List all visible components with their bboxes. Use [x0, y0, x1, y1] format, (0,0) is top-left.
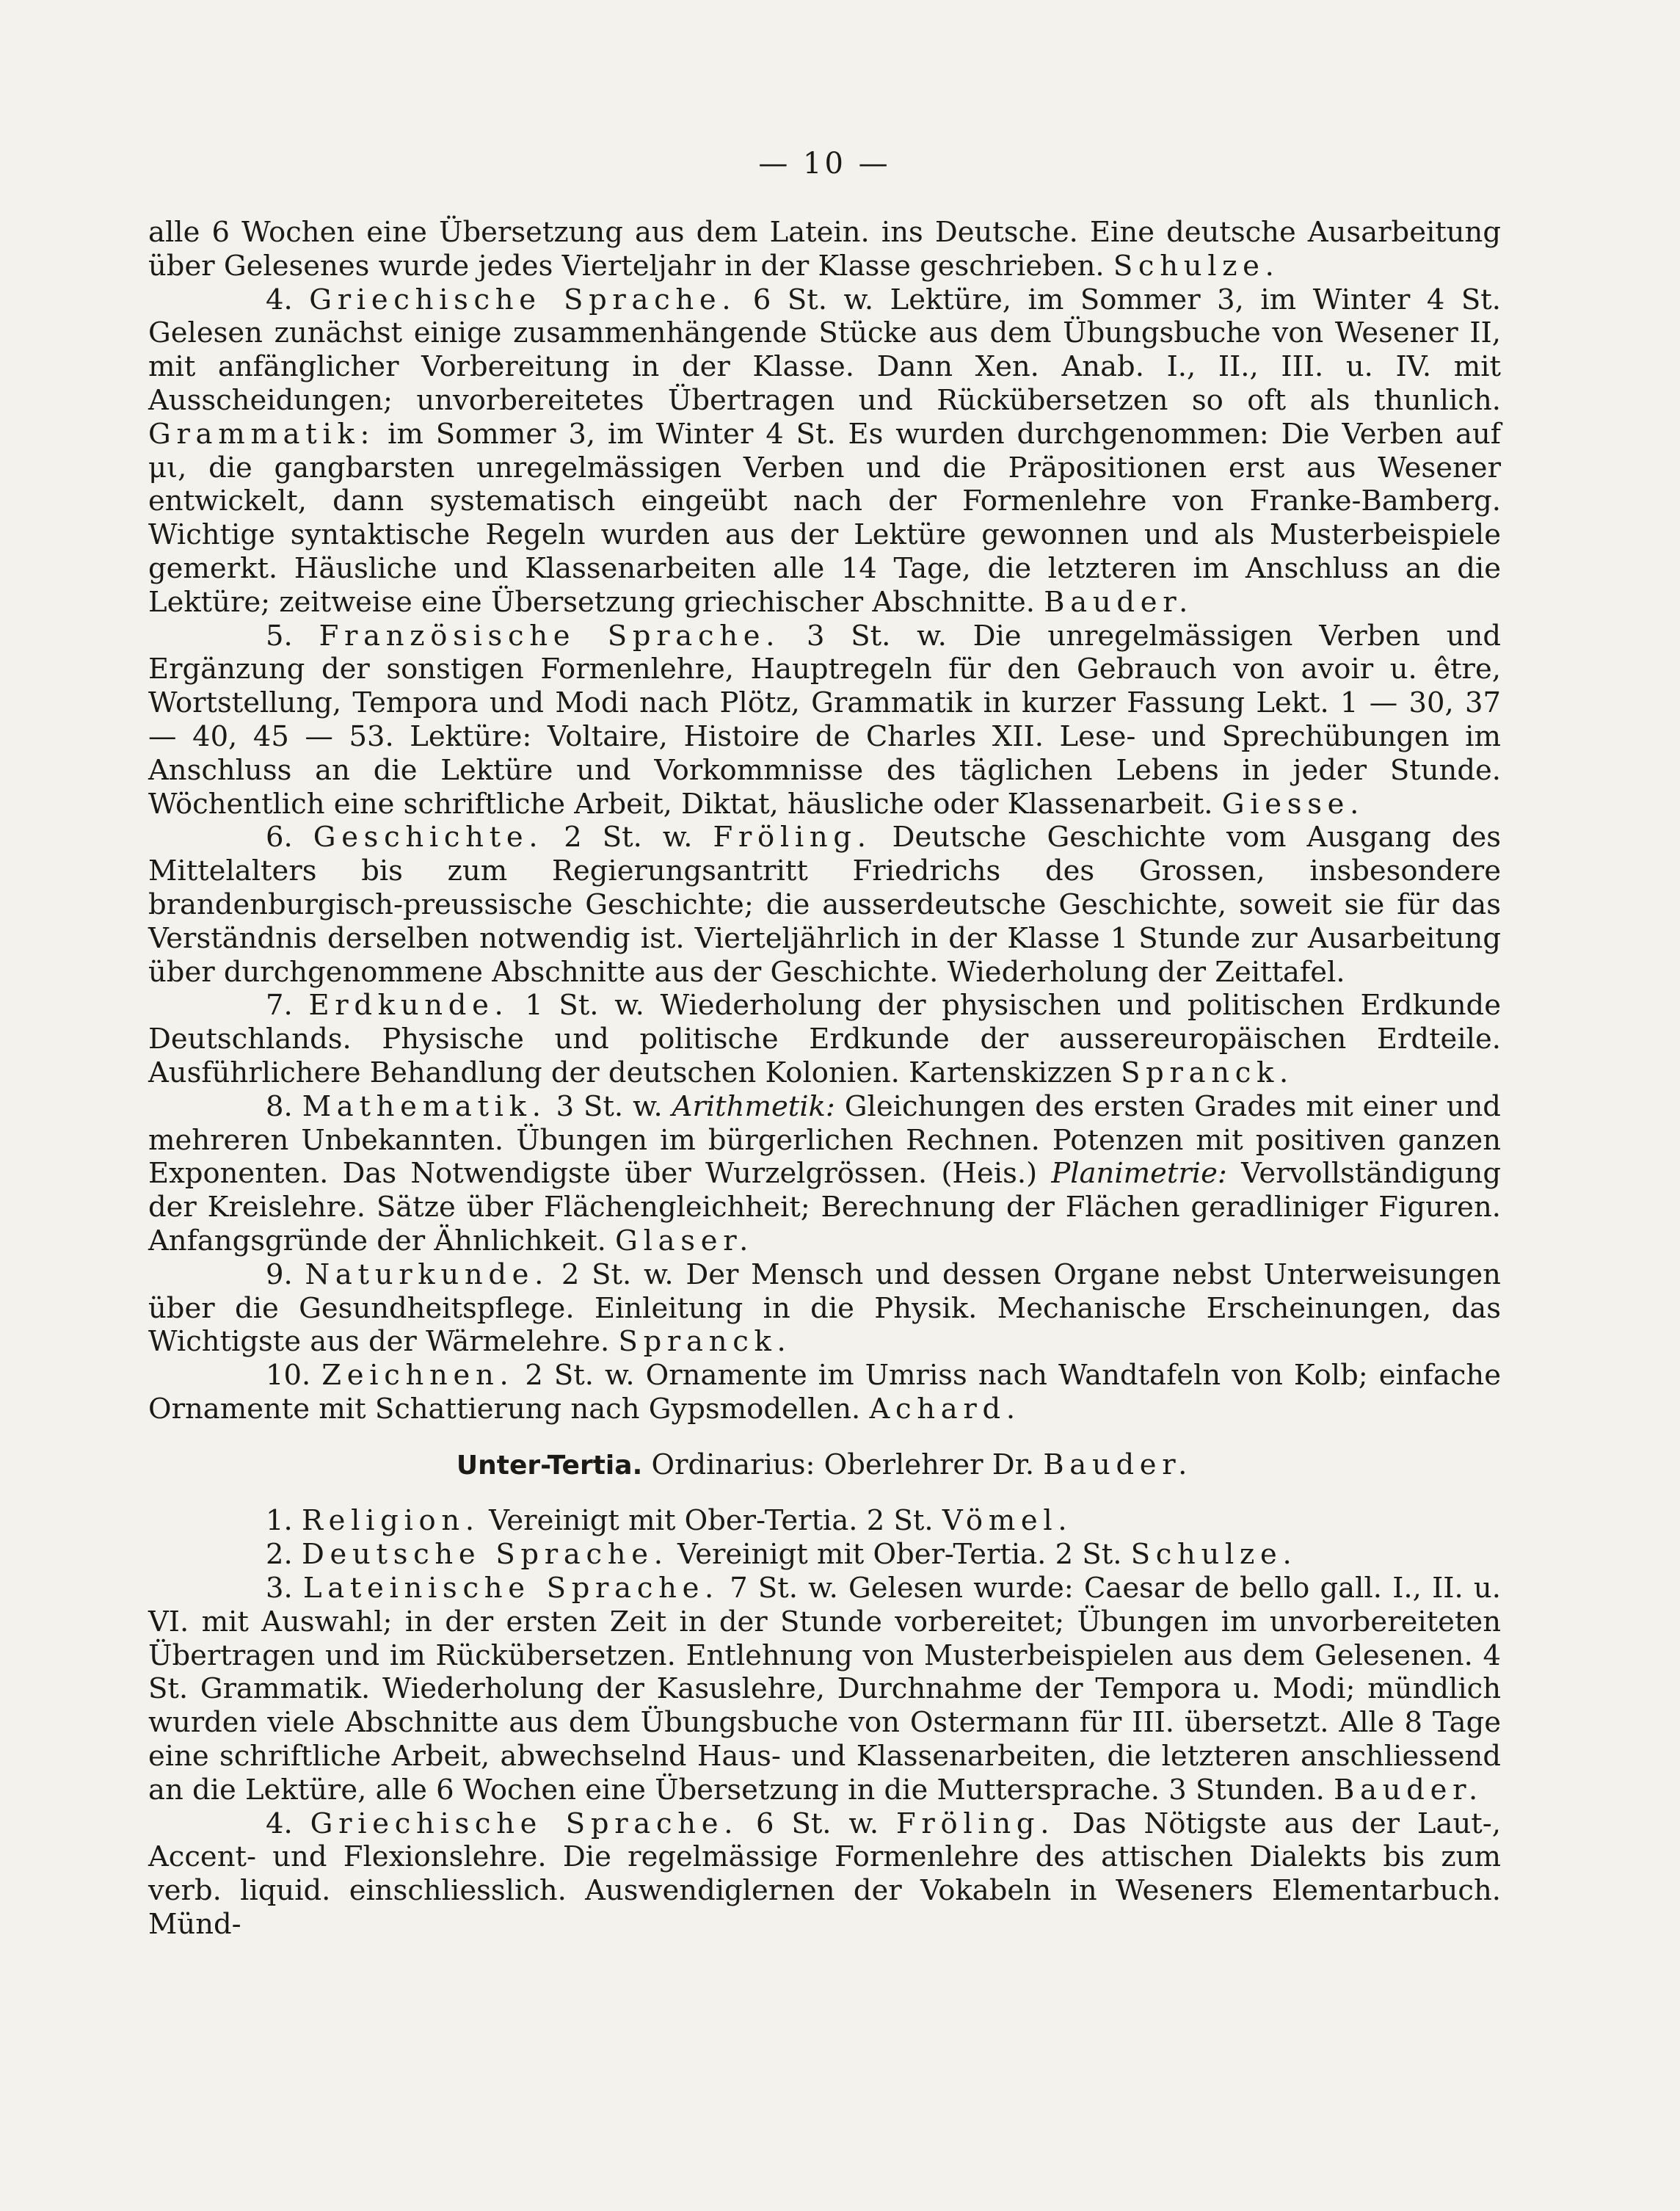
page-number: — 10 —	[758, 147, 891, 181]
section-naturkunde	[148, 1258, 1501, 1359]
paragraph-text: im Sommer 3, im Winter 4 St. Es wurden durchgenommen: Die Verben auf μι, die gangbarsten unregelmässigen Verben und die Präpositionen erst aus Wesener entwickelt, dann systematisch eingeübt nach der Formenlehre von Franke-Bamberg. Wichtige syntaktische Regeln wurden aus der Lektüre gewonnen und als Musterbeispiele gemerkt. Häusliche und Klassenarbeiten alle 14 Tage, die letzteren im Anschluss an die Lektüre; zeitweise eine Übersetzung griechischer Abschnitte.	[148, 417, 1501, 619]
section-number: 4.	[266, 1807, 293, 1840]
paragraph-text: 2 St. w.	[564, 821, 693, 854]
subject-title: Naturkunde.	[305, 1257, 550, 1291]
ordinarius-label: Ordinarius: Oberlehrer Dr.	[651, 1448, 1035, 1481]
paragraph-text: Das Nötigste aus der Laut-, Accent- und Flexionslehre. Die regelmässige Formenlehre des attischen Dialekts bis zum verb. liquid. einschliesslich. Auswendiglernen der Vokabeln in Weseners Elementarbuch. Münd-	[148, 1807, 1501, 1942]
section-deutsch	[148, 1538, 1501, 1572]
section-zeichnen	[148, 1359, 1501, 1426]
section-number: 3.	[266, 1572, 293, 1605]
paragraph-text: 3 St. w. Die unregelmässigen Verben und Ergänzung der sonstigen Formenlehre, Hauptregeln für den Gebrauch von avoir u. être, Wortstellung, Tempora und Modi nach Plötz, Grammatik in kurzer Fassung Lekt. 1 — 30, 37 — 40, 45 — 53. Lektüre: Voltaire, Histoire de Charles XII. Lese- und Sprechübungen im Anschluss an die Lektüre und Vorkommnisse des täglichen Lebens in jeder Stunde. Wöchentlich eine schriftliche Arbeit, Diktat, häusliche oder Klassenarbeit.	[148, 619, 1501, 821]
subject-title: Französische Sprache.	[319, 619, 781, 653]
subsection-label: Arithmetik:	[672, 1089, 835, 1123]
teacher-name: Bauder.	[1044, 585, 1194, 619]
section-number: 2.	[266, 1538, 293, 1572]
section-number: 5.	[266, 619, 293, 653]
section-mathematik	[148, 1090, 1501, 1258]
paragraph-text: alle 6 Wochen eine Übersetzung aus dem Latein. ins Deutsche. Eine deutsche Ausarbeitung über Gelesenes wurde jedes Vierteljahr in der Klasse geschrieben.	[148, 216, 1501, 283]
teacher-name: Schulze.	[1130, 1538, 1298, 1572]
teacher-name: Schulze.	[1113, 249, 1280, 283]
section-number: 9.	[266, 1257, 293, 1291]
subject-title: Griechische Sprache.	[310, 1807, 739, 1840]
teacher-name: Achard.	[869, 1392, 1021, 1426]
paragraph-text: 6 St. w. Lektüre, im Sommer 3, im Winter 4 St. Gelesen zunächst einige zusammenhängende Stücke aus dem Übungsbuche von Wesener II, mit anfänglicher Vorbereitung in der Klasse. Dann Xen. Anab. I., II., III. u. IV. mit Ausscheidungen; unvorbereitetes Übertragen und Rückübersetzen so oft als thunlich.	[148, 283, 1501, 417]
paragraph-text: Vervollständigung der Kreislehre. Sätze über Flächengleichheit; Berechnung der Flächen geradliniger Figuren. Anfangsgründe der Ähnlichkeit.	[148, 1157, 1501, 1257]
teacher-name: Fröling.	[895, 1807, 1055, 1840]
teacher-name: Bauder.	[1334, 1773, 1483, 1807]
teacher-name: Bauder.	[1043, 1448, 1193, 1481]
paragraph-text: 2 St. w. Ornamente im Umriss nach Wandtafeln von Kolb; einfache Ornamente mit Schattierung nach Gypsmodellen.	[148, 1359, 1501, 1426]
section-latein	[148, 1572, 1501, 1807]
teacher-name: Glaser.	[615, 1224, 754, 1257]
paragraph-text: Vereinigt mit Ober-Tertia. 2 St.	[489, 1504, 934, 1538]
section-number: 8.	[266, 1089, 293, 1123]
class-title: Unter-Tertia.	[456, 1450, 643, 1481]
subject-title: Lateinische Sprache.	[302, 1572, 719, 1605]
paragraph-text: 7 St. w. Gelesen wurde: Caesar de bello gall. I., II. u. VI. mit Auswahl; in der ersten Zeit in der Stunde vorbereitet; Übungen im unvorbereiteten Übertragen und im Rückübersetzen. Entlehnung von Musterbeispielen aus dem Gelesenen. 4 St. Grammatik. Wiederholung der Kasuslehre, Durchnahme der Tempora u. Modi; mündlich wurden viele Abschnitte aus dem Übungsbuche von Ostermann für III. übersetzt. Alle 8 Tage eine schriftliche Arbeit, abwechselnd Haus- und Klassenarbeiten, die letzteren anschliessend an die Lektüre, alle 6 Wochen eine Übersetzung in die Muttersprache. 3 Stunden.	[148, 1572, 1501, 1807]
subject-title: Geschichte.	[313, 821, 544, 854]
subsection-label: Grammatik:	[148, 417, 376, 451]
subject-title: Zeichnen.	[321, 1359, 514, 1393]
section-griechisch-unter	[148, 1807, 1501, 1942]
section-number: 7.	[266, 989, 293, 1023]
paragraph-text: Vereinigt mit Ober-Tertia. 2 St.	[677, 1538, 1122, 1572]
teacher-name: Vömel.	[942, 1504, 1073, 1538]
teacher-name: Spranck.	[618, 1325, 792, 1359]
section-number: 10.	[266, 1359, 311, 1393]
teacher-name: Fröling.	[713, 821, 872, 854]
subsection-label: Planimetrie:	[1051, 1157, 1227, 1191]
class-heading	[148, 1448, 1501, 1483]
section-geschichte	[148, 821, 1501, 989]
section-franzoesisch	[148, 620, 1501, 821]
section-number: 6.	[266, 821, 293, 854]
section-griechisch-ober	[148, 283, 1501, 620]
paragraph-text: 6 St. w.	[756, 1807, 879, 1840]
section-religion	[148, 1504, 1501, 1538]
subject-title: Mathematik.	[302, 1089, 547, 1123]
paragraph-text: 1 St. w. Wiederholung der physischen und politischen Erdkunde Deutschlands. Physische und politische Erdkunde der aussereuropäischen Erdteile. Ausführlichere Behandlung der deutschen Kolonien. Kartenskizzen	[148, 989, 1501, 1089]
teacher-name: Giesse.	[1221, 787, 1365, 821]
subject-title: Erdkunde.	[308, 989, 509, 1023]
section-number: 4.	[266, 283, 293, 316]
subject-title: Religion.	[301, 1504, 480, 1538]
paragraph-text: Deutsche Geschichte vom Ausgang des Mittelalters bis zum Regierungsantritt Friedrichs des Grossen, insbesondere brandenburgisch-preussische Geschichte; die ausserdeutsche Geschichte, soweit sie für das Verständnis derselben notwendig ist. Vierteljährlich in der Klasse 1 Stunde zur Ausarbeitung über durchgenommene Abschnitte aus der Geschichte. Wiederholung der Zeittafel.	[148, 821, 1502, 989]
subject-title: Deutsche Sprache.	[301, 1538, 669, 1572]
paragraph-text: 2 St. w. Der Mensch und dessen Organe nebst Unterweisungen über die Gesundheitspflege. Einleitung in die Physik. Mechanische Erscheinungen, das Wichtigste aus der Wärmelehre.	[148, 1257, 1501, 1359]
teacher-name: Spranck.	[1121, 1056, 1294, 1089]
subject-title: Griechische Sprache.	[309, 283, 737, 316]
paragraph-text: 3 St. w.	[556, 1089, 663, 1123]
section-number: 1.	[266, 1504, 293, 1538]
section-erdkunde	[148, 989, 1501, 1089]
paragraph-intro	[148, 216, 1501, 283]
paragraph-text: Gleichungen des ersten Grades mit einer und mehreren Unbekannten. Übungen im bürgerlichen Rechnen. Potenzen mit positiven ganzen Exponenten. Das Notwendigste über Wurzelgrössen. (Heis.)	[148, 1089, 1501, 1191]
